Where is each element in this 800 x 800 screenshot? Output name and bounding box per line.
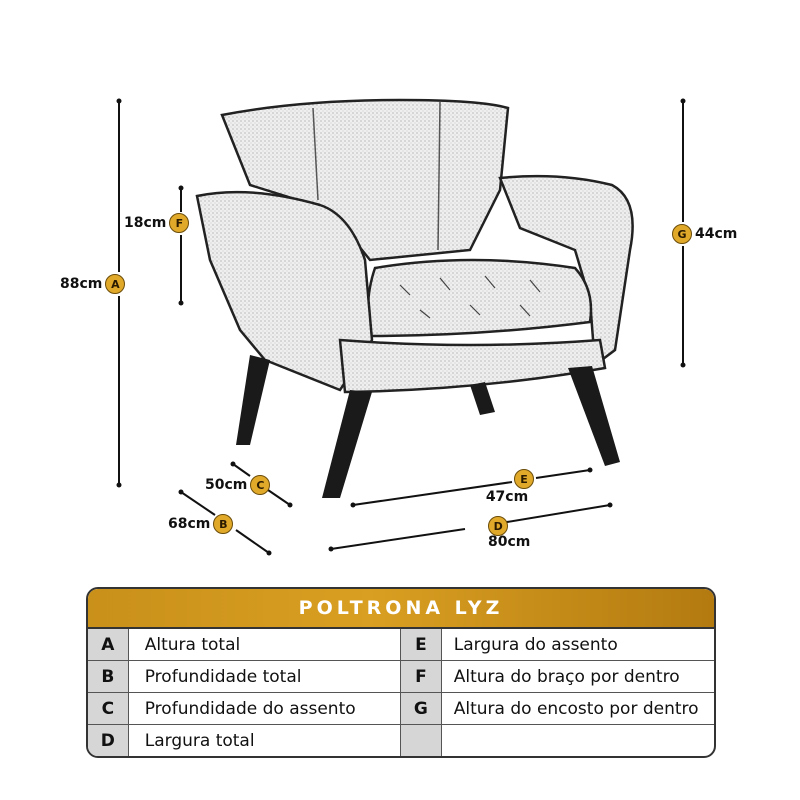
table-row — [88, 725, 714, 756]
row-text-right: Largura do assento — [453, 634, 618, 655]
chair-base — [340, 340, 605, 392]
dimension-g-badge: G — [672, 224, 692, 244]
row-letter-left: A — [88, 629, 129, 660]
dimension-f-value: 18cm — [124, 215, 167, 231]
dimension-c-badge: C — [250, 475, 270, 495]
dimension-b — [168, 514, 233, 534]
dimension-c — [205, 475, 270, 495]
row-letter-left: D — [88, 725, 129, 756]
dimension-a-badge: A — [105, 274, 125, 294]
dimension-a-value: 88cm — [60, 276, 103, 292]
row-letter-right: G — [401, 693, 442, 724]
row-letter-left: C — [88, 693, 129, 724]
row-letter-right — [401, 725, 442, 756]
chair-leg-back-left — [236, 355, 270, 445]
dimension-d-value: 80cm — [488, 534, 531, 550]
dimension-g-value: 44cm — [695, 226, 738, 242]
row-letter-right: F — [401, 661, 442, 692]
dimension-b-badge: B — [213, 514, 233, 534]
dimension-c-value: 50cm — [205, 477, 248, 493]
row-letter-right: E — [401, 629, 442, 660]
dimension-e — [480, 469, 534, 505]
dimension-b-value: 68cm — [168, 516, 211, 532]
dimension-g — [672, 224, 737, 244]
row-letter-left: B — [88, 661, 129, 692]
spec-table — [86, 587, 716, 758]
table-row — [88, 693, 714, 725]
dimension-a — [60, 274, 125, 294]
row-text-right: Altura do encosto por dentro — [453, 698, 699, 719]
chair-leg-front-left — [322, 390, 372, 498]
spec-table-title: POLTRONA LYZ — [88, 589, 714, 629]
row-text-right: Altura do braço por dentro — [453, 666, 680, 687]
dimension-d-badge: D — [488, 516, 508, 536]
dimension-d — [466, 516, 530, 550]
row-text-left: Largura total — [129, 725, 401, 756]
chair-seat — [368, 260, 591, 336]
chair-leg-back-right — [470, 382, 495, 415]
table-row — [88, 629, 714, 661]
chair-leg-front-right — [568, 366, 620, 466]
table-row — [88, 661, 714, 693]
row-text-right — [442, 725, 714, 756]
dimension-e-badge: E — [514, 469, 534, 489]
dimension-f-badge: F — [169, 213, 189, 233]
dimension-e-value: 47cm — [485, 489, 529, 505]
row-text-left: Altura total — [129, 629, 401, 660]
row-text-left: Profundidade total — [129, 661, 401, 692]
row-text-left: Profundidade do assento — [129, 693, 401, 724]
dimension-f — [124, 213, 189, 233]
